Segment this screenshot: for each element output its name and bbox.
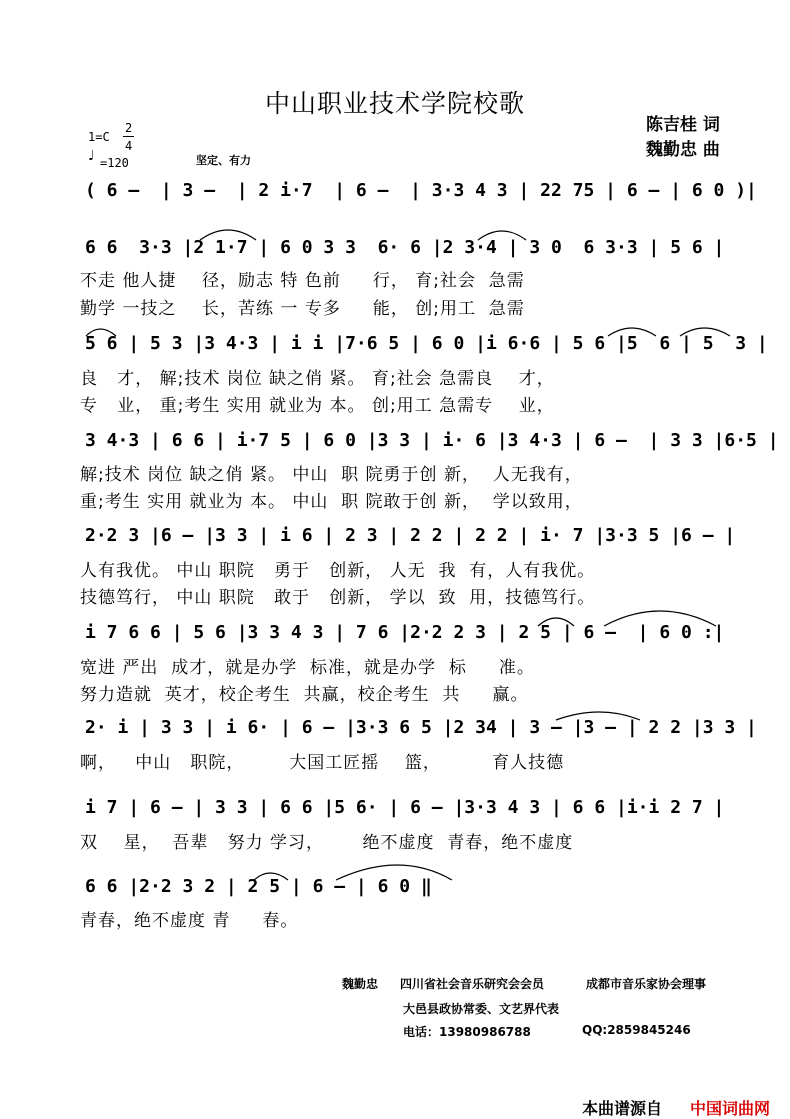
time-signature-top: 2 <box>125 121 133 135</box>
lyric-line-5a: 人有我优。 中山 职院 勇于 创新， 人无 我 有，人有我优。 <box>80 561 596 581</box>
notation-line-9: 6 6 |2·2 3 2 | 2 5 | 6 – | 6 0 ‖ <box>85 876 432 897</box>
bio-role-3: 大邑县政协常委、文艺界代表 <box>403 1002 560 1016</box>
tempo-marking: =120 <box>100 156 129 170</box>
composer-credit: 魏勤忠 曲 <box>646 140 720 160</box>
footer-brand-link[interactable]: 中国词曲网 <box>690 1099 771 1118</box>
bio-phone: 电话：13980986788 <box>403 1025 531 1039</box>
lyric-line-2a: 不走 他人捷 径，励志 特 色前 行， 育;社会 急需 <box>80 271 525 291</box>
notation-line-5: 2·2 3 |6 – |3 3 | i 6 | 2 3 | 2 2 | 2 2 | i· 7 |3·3 5 |6 – | <box>85 525 736 546</box>
lyric-line-3b: 专 业， 重;考生 实用 就业为 本。 创;用工 急需专 业， <box>80 396 555 416</box>
time-signature-bottom: 4 <box>125 139 133 153</box>
notation-line-2: 6 6 3·3 |2 1·7 | 6 0 3 3 6· 6 |2 3·4 | 3 0 6 3·3 | 5 6 | <box>85 237 725 258</box>
lyric-line-4a: 解;技术 岗位 缺之俏 紧。 中山 职 院勇于创 新， 人无我有， <box>80 465 583 485</box>
bio-role-1: 四川省社会音乐研究会会员 <box>400 977 545 991</box>
time-signature-bar <box>123 136 134 137</box>
key-signature: 1=C <box>88 130 110 144</box>
notation-line-1: ( 6 – | 3 – | 2 i·7 | 6 – | 3·3 4 3 | 22 75 | 6 – | 6 0 )| <box>85 180 757 201</box>
notation-line-3: 5 6 | 5 3 |3 4·3 | i i |7·6 5 | 6 0 |i 6·6 | 5 6 |5 6 | 5 3 | <box>85 333 768 354</box>
expression-marking: 坚定、有力 <box>196 154 251 167</box>
quarter-note-icon: ♩ <box>88 148 95 164</box>
notation-line-8: i 7 | 6 – | 3 3 | 6 6 |5 6· | 6 – |3·3 4 3 | 6 6 |i·i 2 7 | <box>85 797 725 818</box>
lyric-line-4b: 重;考生 实用 就业为 本。 中山 职 院敢于创 新， 学以致用， <box>80 492 583 512</box>
bio-name: 魏勤忠 <box>342 977 379 991</box>
lyric-line-6a: 宽进 严出 成才，就是办学 标准，就是办学 标 准。 <box>80 658 535 678</box>
bio-role-2: 成都市音乐家协会理事 <box>586 977 707 991</box>
bio-qq: QQ:2859845246 <box>582 1023 691 1037</box>
notation-line-4: 3 4·3 | 6 6 | i·7 5 | 6 0 |3 3 | i· 6 |3 4·3 | 6 – | 3 3 |6·5 | <box>85 430 779 451</box>
lyric-line-7: 啊， 中山 职院， 大国工匠摇 篮， 育人技德 <box>80 753 565 773</box>
lyricist-credit: 陈吉桂 词 <box>646 115 720 135</box>
notation-line-6: i 7 6 6 | 5 6 |3 3 4 3 | 7 6 |2·2 2 3 | 2 5 | 6 – | 6 0 :| <box>85 622 725 643</box>
lyric-line-3a: 良 才， 解;技术 岗位 缺之俏 紧。 育;社会 急需良 才， <box>80 369 555 389</box>
lyric-line-8: 双 星， 吾辈 努力 学习， 绝不虚度 青春，绝不虚度 <box>80 833 574 853</box>
notation-line-7: 2· i | 3 3 | i 6· | 6 – |3·3 6 5 |2 34 | 3 – |3 – | 2 2 |3 3 | <box>85 717 757 738</box>
footer-source-label: 本曲谱源自 <box>582 1099 663 1118</box>
lyric-line-9: 青春，绝不虚度 青 春。 <box>80 911 299 931</box>
lyric-line-2b: 勤学 一技之 长，苦练 一 专多 能， 创;用工 急需 <box>80 299 525 319</box>
lyric-line-5b: 技德笃行， 中山 职院 敢于 创新， 学以 致 用，技德笃行。 <box>80 588 596 608</box>
lyric-line-6b: 努力造就 英才，校企考生 共赢，校企考生 共 赢。 <box>80 685 529 705</box>
song-title: 中山职业技术学院校歌 <box>264 89 525 118</box>
